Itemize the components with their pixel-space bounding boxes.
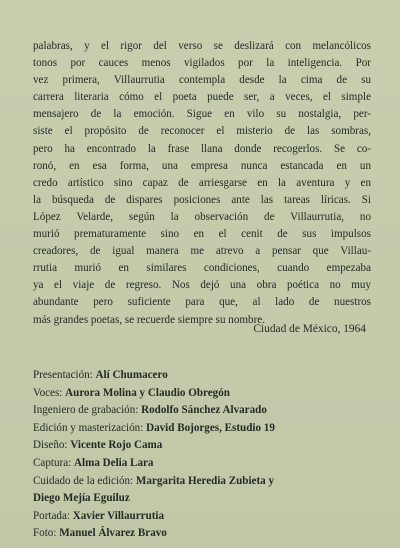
credit-line — [33, 455, 378, 473]
essay-line: pero ha encontrado la frase llana donde recogerlos. Se co- — [33, 142, 371, 155]
credit-line — [33, 385, 378, 403]
credit-line — [33, 367, 378, 385]
credit-line — [33, 508, 378, 526]
credit-line — [33, 437, 378, 455]
credit-role: Presentación: — [33, 369, 96, 381]
essay-line: más grandes poetas, se recuerde siempre su nombre. — [33, 313, 265, 326]
credit-name: Rodolfo Sánchez Alvarado — [141, 404, 267, 417]
essay-line: palabras, y el rigor del verso se deslizará con melancólicos — [33, 40, 371, 52]
essay-line: carrera literaria cómo el poeta puede ser, a veces, el simple — [33, 91, 371, 104]
credit-name: Vicente Rojo Cama — [70, 439, 163, 452]
credit-name: Margarita Heredia Zubieta y — [135, 474, 275, 487]
credit-line — [33, 420, 378, 438]
credit-role: Cuidado de la edición: — [33, 474, 136, 487]
credit-role: Portada: — [33, 509, 73, 522]
essay-line: credo artístico sino capaz de arriesgarse en la aventura y en — [33, 176, 371, 189]
essay-line: siste el propósito de reconocer el misterio de las sombras, — [33, 125, 371, 138]
credit-name: Diego Mejía Eguiluz — [33, 492, 130, 505]
place-date-signoff: Ciudad de México, 1964 — [253, 323, 366, 335]
credit-name: Alma Delia Lara — [73, 456, 154, 469]
credit-line — [33, 473, 378, 491]
essay-line: mensajero de la emoción. Sigue en vilo su nostalgia, per- — [33, 108, 371, 121]
credit-name: Xavier Villaurrutia — [72, 509, 165, 522]
credit-role: Diseño: — [33, 439, 71, 452]
credit-name: Aurora Molina y Claudio Obregón — [65, 386, 230, 399]
essay-line: abundante pero suficiente para que, al lado de nuestros — [33, 296, 371, 309]
essay-line: ronó, en esa forma, una empresa nunca estancada en un — [33, 159, 371, 172]
essay-line: vez primera, Villaurrutia contempla desde la cima de su — [33, 74, 371, 87]
credit-line — [33, 525, 378, 543]
credits-list — [33, 367, 378, 543]
credit-role: Foto: — [33, 527, 60, 540]
credit-role: Edición y masterización: — [33, 421, 147, 434]
credit-role: Ingeniero de grabación: — [33, 404, 142, 417]
essay-line: tonos por cauces menos vigilados por la inteligencia. Por — [33, 57, 371, 70]
credit-role: Voces: — [33, 386, 66, 399]
credit-name: Manuel Álvarez Bravo — [59, 527, 167, 540]
credit-line — [33, 402, 378, 420]
credit-name: Alí Chumacero — [95, 369, 168, 381]
essay-line: rrutia murió en similares condiciones, cuando empezaba — [33, 262, 371, 275]
essay-line: López Velarde, según la observación de Villaurrutia, no — [33, 210, 371, 223]
essay-line: la búsqueda de dispares posiciones ante las tareas líricas. Si — [33, 193, 371, 206]
credit-name: David Bojorges, Estudio 19 — [146, 421, 275, 434]
credit-line — [33, 490, 378, 508]
essay-line: murió prematuramente sino en el cenit de sus impulsos — [33, 228, 371, 241]
essay-text — [33, 38, 371, 329]
essay-line: creadores, de igual manera me atrevo a pensar que Villau- — [33, 245, 371, 258]
credit-role: Captura: — [33, 456, 74, 469]
essay-line: ya el viaje de regreso. Nos dejó una obra poética no muy — [33, 279, 371, 292]
